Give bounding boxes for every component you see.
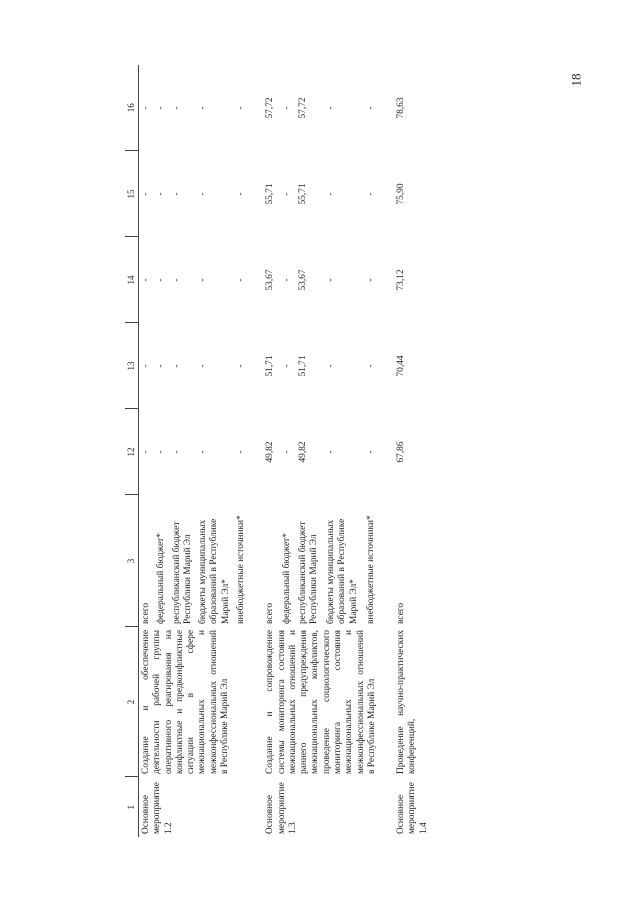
value-cell: - [282,192,293,196]
funding-source: бюджеты муниципальных образований в Республике Марий Эл* [326,518,359,624]
value-cell: - [326,192,337,196]
event-description: Создание и обеспечение деятельности рабочей группы оперативного реагирования на конфликтные и предконфликтные ситуации в сфере межнациональных и межконфессиональных отношений в Республике Марий Эл [141,630,230,774]
value-cell: 73,12 [396,269,407,291]
funding-source: всего [265,602,276,624]
column-header-3: 3 [125,495,139,627]
event-description: Проведение научно-практических конференций, [396,630,418,774]
value-cell: - [171,278,182,282]
value-cell: 51,71 [298,355,309,377]
column-header-16: 16 [125,65,139,151]
value-cell: - [365,278,376,282]
value-cell: 78,63 [396,97,407,119]
event-name: Основное мероприятие 1.3 [265,782,298,834]
funding-source: федеральный бюджет* [156,533,167,624]
value-cell: - [171,192,182,196]
value-cell: 53,67 [298,269,309,291]
event-name: Основное мероприятие 1.2 [141,782,174,834]
value-cell: 57,72 [265,97,276,119]
value-cell: - [156,278,167,282]
value-cell: - [198,278,209,282]
column-header-13: 13 [125,323,139,409]
funding-source: республиканский бюджет Республики Марий Эл [298,521,320,624]
table-row [249,65,280,837]
value-cell: - [365,450,376,454]
value-cell: - [141,278,151,282]
value-cell: - [326,450,337,454]
funding-source: федеральный бюджет* [282,533,293,624]
funding-source: всего [141,602,151,624]
value-cell: - [156,364,167,368]
funding-source: внебюджетные источники* [365,515,376,624]
column-header-1: 1 [125,777,139,837]
value-cell: 49,82 [265,441,276,463]
value-cell: - [282,364,293,368]
value-cell: 55,71 [265,183,276,205]
value-cell: - [171,364,182,368]
value-cell: - [326,278,337,282]
table-row [139,65,155,837]
value-cell: - [156,450,167,454]
value-cell: 70,44 [396,355,407,377]
value-cell: - [141,192,151,196]
value-cell: - [282,106,293,110]
rotated-table-wrapper [125,65,639,837]
value-cell: - [235,106,246,110]
value-cell: - [156,106,167,110]
value-cell: - [235,278,246,282]
value-cell: - [365,192,376,196]
table-row [380,65,432,837]
funding-source: всего [396,602,407,624]
funding-source: внебюджетные источники* [235,515,246,624]
value-cell: - [198,192,209,196]
value-cell: - [235,192,246,196]
value-cell: - [198,364,209,368]
value-cell: 53,67 [265,269,276,291]
value-cell: - [156,192,167,196]
event-name: Основное мероприятие 1.4 [396,782,429,834]
value-cell: 57,72 [298,97,309,119]
funding-source: республиканский бюджет Республики Марий Эл [171,521,193,624]
value-cell: - [171,106,182,110]
value-cell: 75,90 [396,183,407,205]
value-cell: - [141,106,151,110]
column-header-15: 15 [125,151,139,237]
column-header-2: 2 [125,627,139,777]
value-cell: - [235,364,246,368]
header-row [125,65,139,837]
value-cell: - [365,364,376,368]
value-cell: 67,86 [396,441,407,463]
value-cell: - [141,364,151,368]
value-cell: - [198,450,209,454]
funding-source: бюджеты муниципальных образований в Республике Марий Эл* [198,518,231,624]
value-cell: - [235,450,246,454]
value-cell: - [141,450,151,454]
value-cell: 51,71 [265,355,276,377]
table-body [139,65,432,837]
value-cell: 49,82 [298,441,309,463]
value-cell: - [365,106,376,110]
value-cell: - [326,364,337,368]
value-cell: 55,71 [298,183,309,205]
value-cell: - [282,450,293,454]
column-header-12: 12 [125,409,139,495]
page-number: 18 [568,73,584,87]
event-description: Создание и сопровождение системы мониторинга состояния межнациональных отношений и раннего предупреждения межнациональных конфликтов, проведение социологического мониторинга состояния межнациональных и межконфессиональных отношений в Республике Марий Эл [265,630,377,774]
value-cell: - [198,106,209,110]
value-cell: - [171,450,182,454]
column-header-14: 14 [125,237,139,323]
value-cell: - [282,278,293,282]
budget-table [125,65,432,837]
value-cell: - [326,106,337,110]
